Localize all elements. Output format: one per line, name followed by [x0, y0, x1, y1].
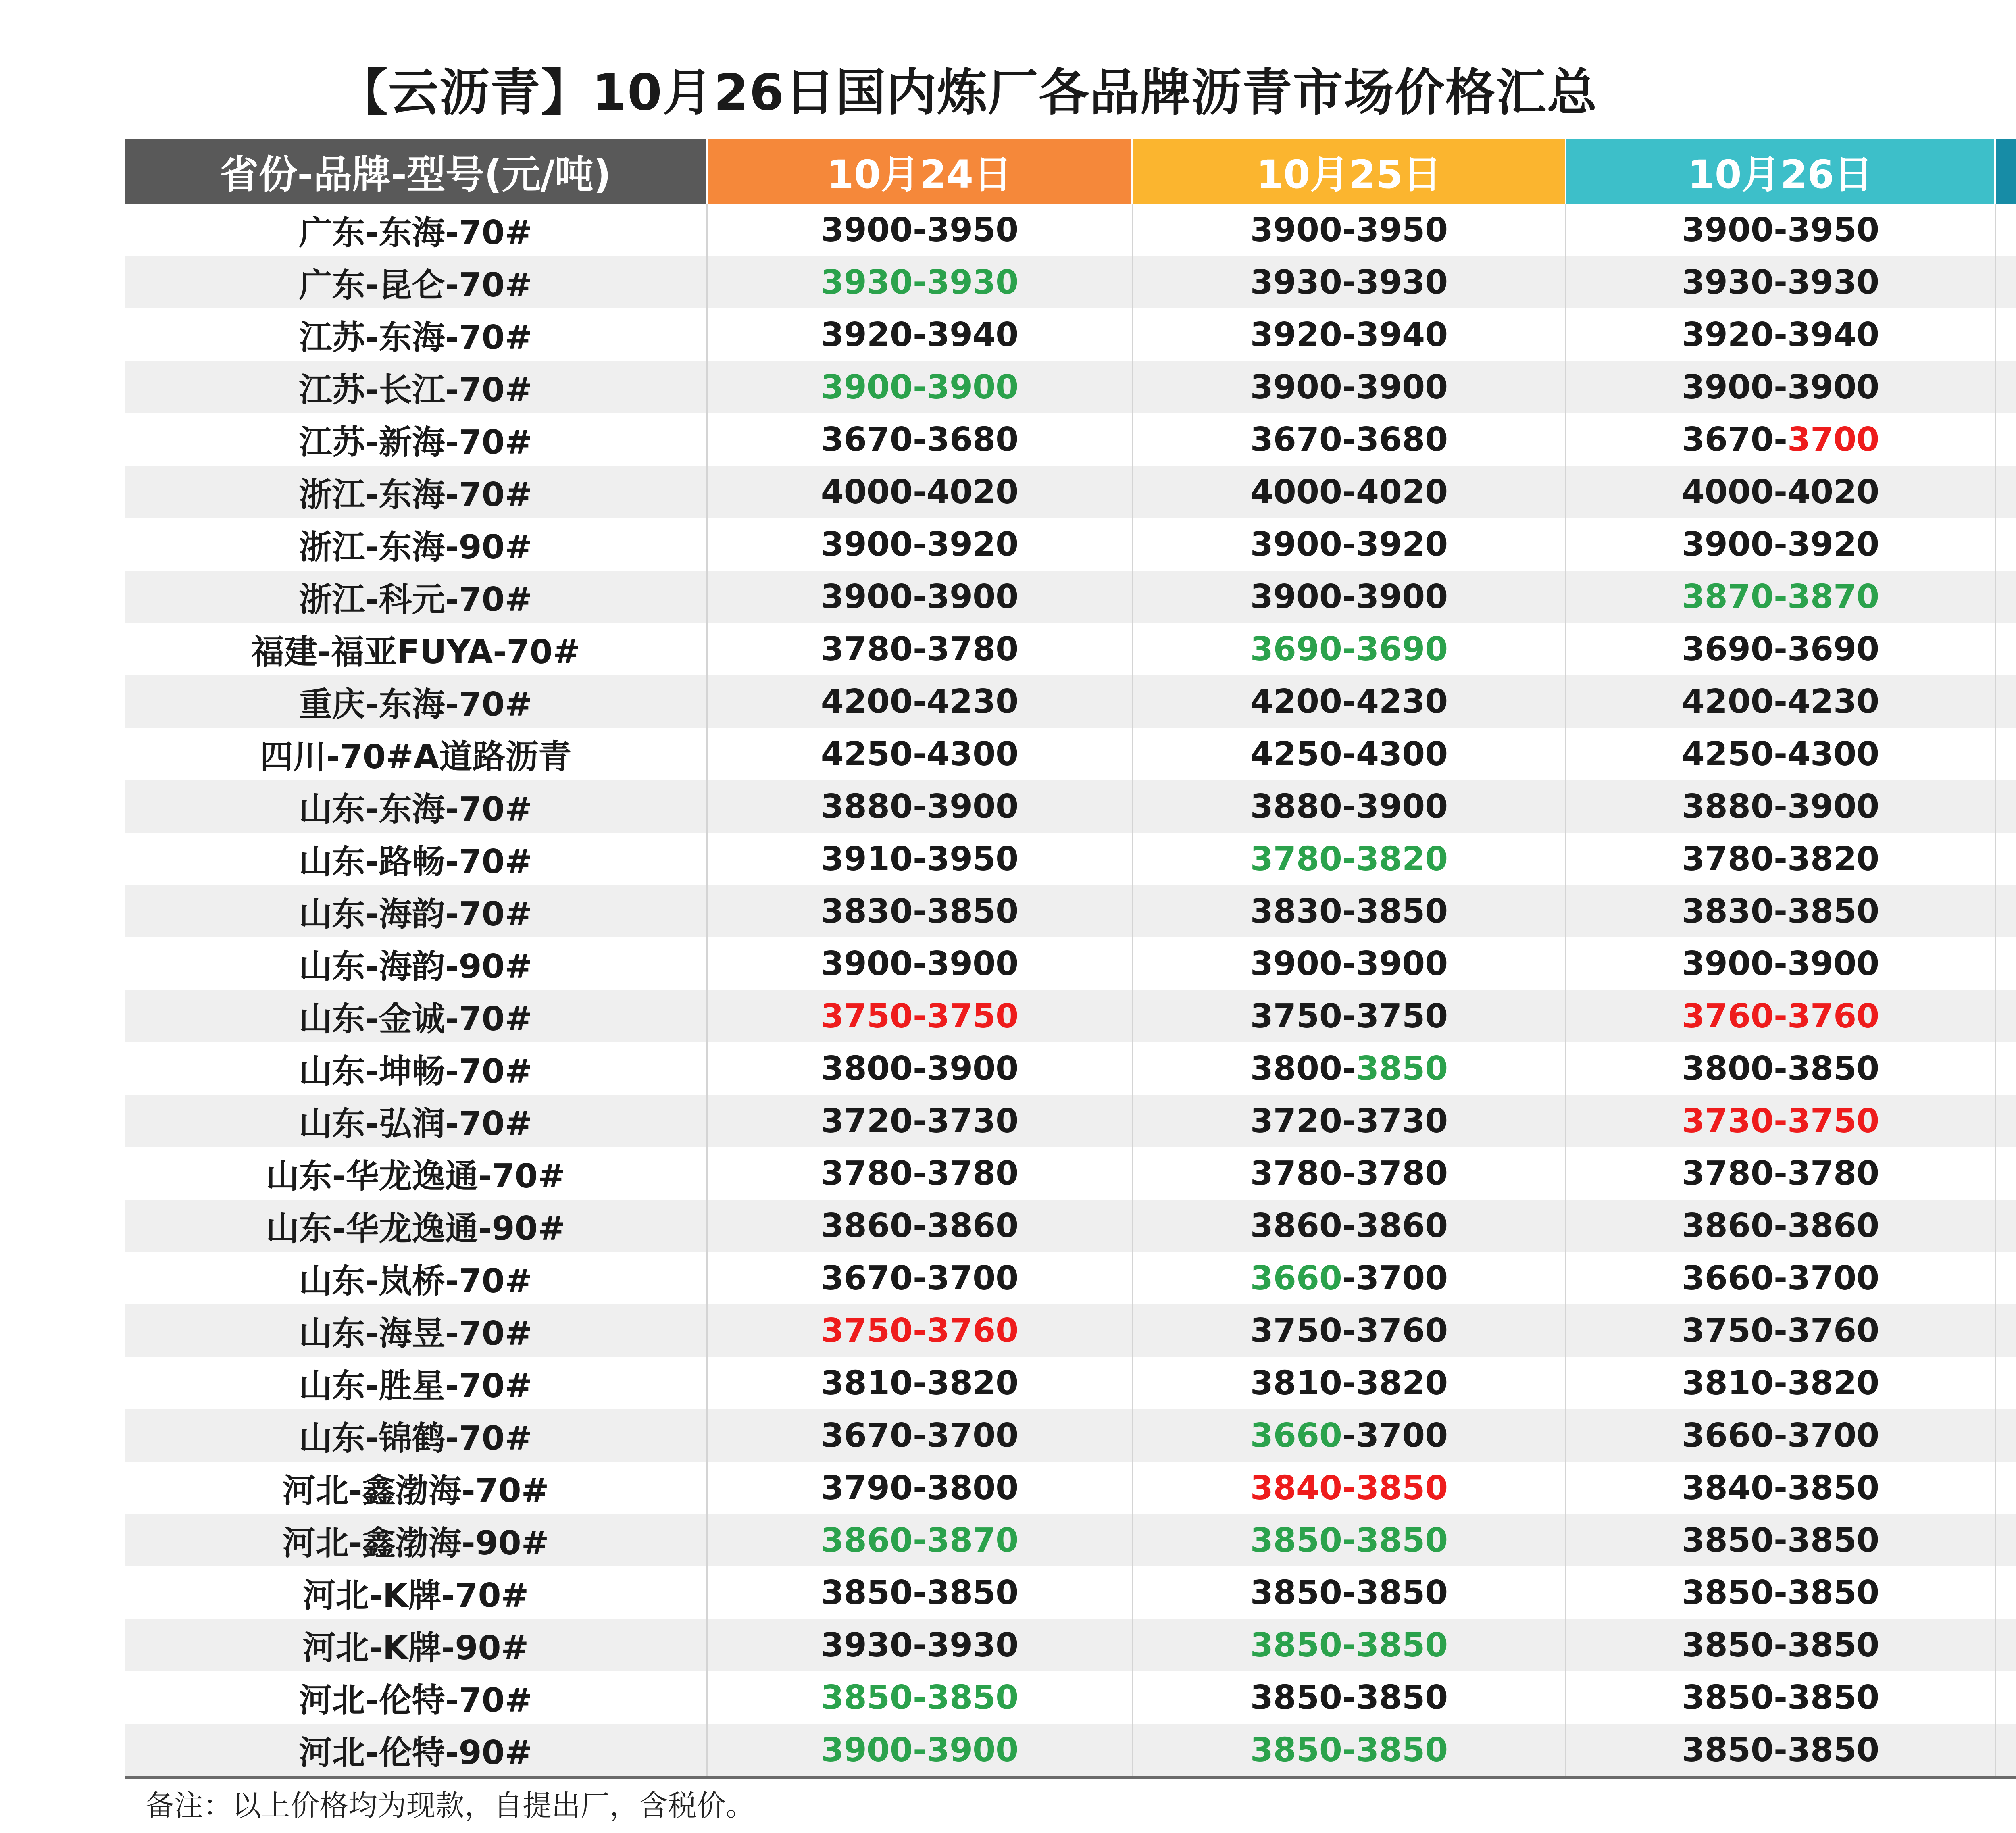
cell-product-name: 四川-70#A道路沥青 [125, 728, 708, 780]
cell-text-segment: 3850-3850 [1250, 1678, 1448, 1717]
cell-text-segment: 3830-3850 [1681, 892, 1880, 931]
cell-price-oct25 [1133, 1304, 1566, 1357]
cell-product-name: 山东-海昱-70# [125, 1304, 708, 1357]
cell-change [1996, 1304, 2016, 1357]
cell-change [1996, 518, 2016, 571]
cell-text-segment: 3880-3900 [1250, 787, 1448, 826]
cell-text-segment: 4200-4230 [1250, 682, 1448, 721]
cell-price-oct26 [1566, 518, 1996, 571]
cell-product-name: 山东-华龙逸通-90# [125, 1200, 708, 1252]
table-row [125, 1147, 2016, 1200]
cell-change [1996, 623, 2016, 675]
cell-product-name: 河北-鑫渤海-90# [125, 1514, 708, 1566]
cell-price-oct26 [1566, 728, 1996, 780]
table-row [125, 1514, 2016, 1566]
cell-product-name: 江苏-长江-70# [125, 361, 708, 413]
footnote: 备注：以上价格均为现款，自提出厂，含税价。 [145, 1789, 755, 1823]
table-row [125, 361, 2016, 413]
cell-text-segment: 3900-3900 [1681, 368, 1880, 406]
cell-price-oct24 [708, 885, 1133, 937]
cell-text-segment: 3930-3930 [1250, 263, 1448, 302]
table-row [125, 623, 2016, 675]
cell-text-segment: 3850-3850 [1250, 1521, 1448, 1560]
cell-price-oct25 [1133, 1566, 1566, 1619]
table-bottom-rule [125, 1776, 2016, 1779]
cell-product-name: 山东-弘润-70# [125, 1095, 708, 1147]
table-row [125, 571, 2016, 623]
cell-price-oct25 [1133, 571, 1566, 623]
cell-text-segment: 3850 [1356, 1049, 1448, 1088]
cell-text-segment: 3830-3850 [821, 892, 1019, 931]
cell-text-segment: 3780-3820 [1681, 839, 1880, 878]
cell-price-oct25 [1133, 833, 1566, 885]
cell-text-segment: 3900-3950 [821, 210, 1019, 249]
header-column-oct24: 10月24日 [708, 139, 1133, 204]
cell-text-segment: 3660 [1250, 1416, 1342, 1455]
cell-price-oct24 [708, 1147, 1133, 1200]
cell-price-oct26 [1566, 1566, 1996, 1619]
cell-price-oct25 [1133, 1724, 1566, 1776]
cell-price-oct26 [1566, 1304, 1996, 1357]
cell-change [1996, 204, 2016, 256]
cell-price-oct24 [708, 571, 1133, 623]
cell-text-segment: 3830-3850 [1250, 892, 1448, 931]
table-row [125, 466, 2016, 518]
cell-change [1996, 1252, 2016, 1304]
table-row [125, 1200, 2016, 1252]
cell-change [1996, 571, 2016, 623]
cell-text-segment: 3730-3750 [1681, 1102, 1880, 1140]
cell-product-name: 河北-伦特-90# [125, 1724, 708, 1776]
cell-text-segment: 3690-3690 [1250, 630, 1448, 669]
cell-text-segment: 4200-4230 [821, 682, 1019, 721]
cell-text-segment: 3900-3900 [1681, 944, 1880, 983]
cell-price-oct25 [1133, 728, 1566, 780]
cell-price-oct25 [1133, 885, 1566, 937]
cell-text-segment: 3800-3850 [1681, 1049, 1880, 1088]
cell-text-segment: 3850-3850 [1250, 1626, 1448, 1664]
cell-text-segment: 3780-3820 [1250, 839, 1448, 878]
cell-text-segment: 3750-3750 [821, 997, 1019, 1035]
cell-product-name: 重庆-东海-70# [125, 675, 708, 728]
cell-change [1996, 675, 2016, 728]
cell-text-segment: 3840-3850 [1681, 1468, 1880, 1507]
cell-price-oct24 [708, 675, 1133, 728]
cell-price-oct26 [1566, 256, 1996, 308]
cell-change [1996, 361, 2016, 413]
cell-change [1996, 1042, 2016, 1095]
cell-text-segment: 3780-3780 [821, 1154, 1019, 1193]
cell-price-oct25 [1133, 675, 1566, 728]
cell-price-oct24 [708, 1252, 1133, 1304]
cell-product-name: 浙江-东海-70# [125, 466, 708, 518]
table-row [125, 518, 2016, 571]
cell-price-oct24 [708, 1671, 1133, 1724]
cell-product-name: 山东-坤畅-70# [125, 1042, 708, 1095]
cell-price-oct24 [708, 1200, 1133, 1252]
cell-text-segment: -3700 [1342, 1416, 1448, 1455]
table-row [125, 780, 2016, 833]
header-column-name: 省份-品牌-型号(元/吨) [125, 139, 708, 204]
cell-price-oct24 [708, 1095, 1133, 1147]
table-row [125, 937, 2016, 990]
cell-price-oct26 [1566, 1514, 1996, 1566]
cell-change [1996, 308, 2016, 361]
cell-product-name: 山东-胜星-70# [125, 1357, 708, 1409]
cell-text-segment: 3860-3870 [821, 1521, 1019, 1560]
cell-price-oct24 [708, 623, 1133, 675]
cell-price-oct24 [708, 1619, 1133, 1671]
table-row [125, 833, 2016, 885]
cell-price-oct24 [708, 256, 1133, 308]
cell-price-oct24 [708, 937, 1133, 990]
cell-price-oct25 [1133, 308, 1566, 361]
cell-change [1996, 256, 2016, 308]
cell-price-oct24 [708, 1304, 1133, 1357]
cell-text-segment: 4250-4300 [821, 735, 1019, 773]
cell-change [1996, 413, 2016, 466]
cell-price-oct26 [1566, 1671, 1996, 1724]
cell-price-oct24 [708, 361, 1133, 413]
cell-price-oct25 [1133, 413, 1566, 466]
cell-price-oct25 [1133, 1409, 1566, 1462]
cell-text-segment: 3900-3900 [1250, 944, 1448, 983]
cell-price-oct26 [1566, 361, 1996, 413]
cell-text-segment: 3850-3850 [821, 1573, 1019, 1612]
cell-price-oct26 [1566, 1095, 1996, 1147]
cell-text-segment: 3780-3780 [1250, 1154, 1448, 1193]
cell-price-oct24 [708, 413, 1133, 466]
cell-text-segment: 3670-3680 [1250, 420, 1448, 459]
cell-price-oct24 [708, 308, 1133, 361]
cell-product-name: 浙江-科元-70# [125, 571, 708, 623]
cell-text-segment: 3660-3700 [1681, 1259, 1880, 1298]
cell-product-name: 山东-东海-70# [125, 780, 708, 833]
cell-product-name: 山东-华龙逸通-70# [125, 1147, 708, 1200]
cell-text-segment: 3900-3900 [821, 944, 1019, 983]
cell-text-segment: 3810-3820 [1250, 1364, 1448, 1402]
cell-text-segment: 3690-3690 [1681, 630, 1880, 669]
table-row [125, 1357, 2016, 1409]
cell-text-segment: 3780-3780 [821, 630, 1019, 669]
table-row [125, 1252, 2016, 1304]
cell-text-segment: 4200-4230 [1681, 682, 1880, 721]
cell-product-name: 山东-金诚-70# [125, 990, 708, 1042]
cell-price-oct25 [1133, 937, 1566, 990]
cell-change [1996, 1514, 2016, 1566]
cell-price-oct25 [1133, 256, 1566, 308]
cell-price-oct26 [1566, 571, 1996, 623]
cell-text-segment: 3900-3950 [1681, 210, 1880, 249]
cell-text-segment: 3660-3700 [1681, 1416, 1880, 1455]
cell-product-name: 河北-K牌-90# [125, 1619, 708, 1671]
cell-text-segment: 3900-3920 [1681, 525, 1880, 564]
cell-product-name: 山东-海韵-90# [125, 937, 708, 990]
cell-text-segment: 3750-3760 [821, 1311, 1019, 1350]
table-row [125, 1462, 2016, 1514]
cell-text-segment: 4000-4020 [1250, 473, 1448, 511]
cell-change [1996, 1357, 2016, 1409]
cell-price-oct24 [708, 1462, 1133, 1514]
cell-text-segment: 3900-3900 [821, 577, 1019, 616]
cell-price-oct26 [1566, 1462, 1996, 1514]
table-row [125, 1409, 2016, 1462]
cell-price-oct26 [1566, 466, 1996, 518]
cell-text-segment: 3900-3900 [1250, 577, 1448, 616]
cell-price-oct25 [1133, 1357, 1566, 1409]
table-row [125, 1304, 2016, 1357]
cell-change [1996, 1147, 2016, 1200]
cell-product-name: 山东-海韵-70# [125, 885, 708, 937]
cell-text-segment: -3700 [1342, 1259, 1448, 1298]
cell-price-oct24 [708, 1514, 1133, 1566]
cell-text-segment: 3750-3760 [1250, 1311, 1448, 1350]
table-header [125, 139, 2016, 204]
cell-product-name: 浙江-东海-90# [125, 518, 708, 571]
cell-price-oct25 [1133, 1042, 1566, 1095]
cell-text-segment: 3800-3900 [821, 1049, 1019, 1088]
table-row [125, 1724, 2016, 1776]
cell-product-name: 江苏-东海-70# [125, 308, 708, 361]
cell-text-segment: 3810-3820 [1681, 1364, 1880, 1402]
cell-text-segment: 3670- [1681, 420, 1788, 459]
cell-price-oct25 [1133, 1095, 1566, 1147]
cell-price-oct25 [1133, 780, 1566, 833]
cell-change [1996, 466, 2016, 518]
cell-price-oct25 [1133, 1200, 1566, 1252]
table-row [125, 1042, 2016, 1095]
cell-text-segment: 3920-3940 [1681, 315, 1880, 354]
table-row [125, 728, 2016, 780]
cell-text-segment: 3920-3940 [821, 315, 1019, 354]
cell-price-oct25 [1133, 990, 1566, 1042]
cell-product-name: 山东-岚桥-70# [125, 1252, 708, 1304]
cell-price-oct24 [708, 1566, 1133, 1619]
cell-text-segment: 3850-3850 [1250, 1573, 1448, 1612]
cell-change [1996, 1095, 2016, 1147]
table-row [125, 990, 2016, 1042]
cell-text-segment: 3750-3760 [1681, 1311, 1880, 1350]
cell-text-segment: 3900-3950 [1250, 210, 1448, 249]
cell-text-segment: 3790-3800 [821, 1468, 1019, 1507]
cell-price-oct26 [1566, 1252, 1996, 1304]
cell-change [1996, 1619, 2016, 1671]
cell-text-segment: 3930-3930 [821, 1626, 1019, 1664]
cell-price-oct25 [1133, 623, 1566, 675]
cell-change [1996, 1462, 2016, 1514]
cell-price-oct26 [1566, 990, 1996, 1042]
cell-text-segment: 3700 [1787, 420, 1880, 459]
table-row [125, 256, 2016, 308]
cell-price-oct26 [1566, 1724, 1996, 1776]
cell-product-name: 山东-锦鹤-70# [125, 1409, 708, 1462]
table-row [125, 308, 2016, 361]
cell-change [1996, 990, 2016, 1042]
cell-text-segment: 4000-4020 [1681, 473, 1880, 511]
cell-change [1996, 1724, 2016, 1776]
cell-price-oct24 [708, 466, 1133, 518]
cell-product-name: 广东-昆仑-70# [125, 256, 708, 308]
price-table [125, 139, 2016, 1779]
cell-product-name: 河北-K牌-70# [125, 1566, 708, 1619]
table-row [125, 204, 2016, 256]
cell-price-oct24 [708, 204, 1133, 256]
header-column-change [1996, 139, 2016, 204]
cell-price-oct26 [1566, 1147, 1996, 1200]
cell-text-segment: 3800- [1250, 1049, 1356, 1088]
cell-price-oct26 [1566, 1357, 1996, 1409]
cell-text-segment: 3900-3900 [821, 368, 1019, 406]
cell-change [1996, 833, 2016, 885]
cell-price-oct25 [1133, 361, 1566, 413]
table-row [125, 1619, 2016, 1671]
cell-text-segment: 4000-4020 [821, 473, 1019, 511]
cell-text-segment: 4250-4300 [1681, 735, 1880, 773]
cell-change [1996, 1671, 2016, 1724]
cell-price-oct25 [1133, 1147, 1566, 1200]
cell-price-oct25 [1133, 518, 1566, 571]
cell-text-segment: 3900-3920 [1250, 525, 1448, 564]
cell-price-oct26 [1566, 623, 1996, 675]
table-row [125, 885, 2016, 937]
cell-price-oct24 [708, 990, 1133, 1042]
cell-text-segment: 3900-3900 [1250, 368, 1448, 406]
cell-text-segment: 3880-3900 [821, 787, 1019, 826]
cell-text-segment: 3720-3730 [821, 1102, 1019, 1140]
cell-price-oct24 [708, 518, 1133, 571]
cell-text-segment: 3850-3850 [1681, 1678, 1880, 1717]
cell-text-segment: 3930-3930 [821, 263, 1019, 302]
cell-text-segment: 3850-3850 [1681, 1626, 1880, 1664]
cell-product-name: 山东-路畅-70# [125, 833, 708, 885]
header-column-oct25: 10月25日 [1133, 139, 1566, 204]
cell-price-oct25 [1133, 1619, 1566, 1671]
cell-price-oct26 [1566, 1619, 1996, 1671]
cell-text-segment: 3660 [1250, 1259, 1342, 1298]
cell-price-oct26 [1566, 937, 1996, 990]
cell-price-oct26 [1566, 1200, 1996, 1252]
cell-text-segment: 3920-3940 [1250, 315, 1448, 354]
cell-price-oct25 [1133, 1671, 1566, 1724]
cell-text-segment: 3670-3700 [821, 1416, 1019, 1455]
cell-price-oct26 [1566, 833, 1996, 885]
cell-text-segment: 3850-3850 [1681, 1731, 1880, 1769]
table-row [125, 675, 2016, 728]
cell-price-oct24 [708, 1357, 1133, 1409]
cell-text-segment: 3850-3850 [821, 1678, 1019, 1717]
cell-text-segment: 3670-3680 [821, 420, 1019, 459]
cell-text-segment: 3880-3900 [1681, 787, 1880, 826]
cell-text-segment: 3850-3850 [1681, 1521, 1880, 1560]
cell-price-oct24 [708, 780, 1133, 833]
cell-price-oct26 [1566, 1042, 1996, 1095]
cell-price-oct25 [1133, 1514, 1566, 1566]
cell-text-segment: 4250-4300 [1250, 735, 1448, 773]
cell-change [1996, 1409, 2016, 1462]
table-body [125, 204, 2016, 1776]
cell-price-oct26 [1566, 1409, 1996, 1462]
cell-price-oct25 [1133, 466, 1566, 518]
cell-change [1996, 780, 2016, 833]
cell-price-oct24 [708, 1409, 1133, 1462]
cell-price-oct26 [1566, 780, 1996, 833]
cell-text-segment: 3780-3780 [1681, 1154, 1880, 1193]
cell-product-name: 广东-东海-70# [125, 204, 708, 256]
cell-price-oct26 [1566, 885, 1996, 937]
cell-price-oct24 [708, 1724, 1133, 1776]
cell-text-segment: 3930-3930 [1681, 263, 1880, 302]
cell-text-segment: 3900-3900 [821, 1731, 1019, 1769]
table-row [125, 1671, 2016, 1724]
cell-text-segment: 3900-3920 [821, 525, 1019, 564]
header-column-oct26: 10月26日 [1566, 139, 1996, 204]
cell-price-oct25 [1133, 1462, 1566, 1514]
cell-change [1996, 1566, 2016, 1619]
table-row [125, 413, 2016, 466]
cell-text-segment: 3910-3950 [821, 839, 1019, 878]
cell-price-oct26 [1566, 675, 1996, 728]
cell-text-segment: 3750-3750 [1250, 997, 1448, 1035]
table-row [125, 1095, 2016, 1147]
cell-text-segment: 3860-3860 [1250, 1206, 1448, 1245]
cell-text-segment: 3670-3700 [821, 1259, 1019, 1298]
cell-product-name: 江苏-新海-70# [125, 413, 708, 466]
cell-price-oct24 [708, 1042, 1133, 1095]
table-row [125, 1566, 2016, 1619]
cell-price-oct26 [1566, 204, 1996, 256]
cell-text-segment: 3720-3730 [1250, 1102, 1448, 1140]
cell-text-segment: 3860-3860 [821, 1206, 1019, 1245]
cell-price-oct24 [708, 833, 1133, 885]
page-title: 【云沥青】10月26日国内炼厂各品牌沥青市场价格汇总 [337, 64, 1598, 122]
cell-price-oct24 [708, 728, 1133, 780]
cell-change [1996, 937, 2016, 990]
cell-product-name: 福建-福亚FUYA-70# [125, 623, 708, 675]
cell-price-oct26 [1566, 308, 1996, 361]
cell-text-segment: 3860-3860 [1681, 1206, 1880, 1245]
cell-change [1996, 728, 2016, 780]
cell-product-name: 河北-伦特-70# [125, 1671, 708, 1724]
cell-change [1996, 885, 2016, 937]
cell-price-oct25 [1133, 204, 1566, 256]
cell-text-segment: 3760-3760 [1681, 997, 1880, 1035]
cell-change [1996, 1200, 2016, 1252]
cell-text-segment: 3840-3850 [1250, 1468, 1448, 1507]
cell-price-oct25 [1133, 1252, 1566, 1304]
cell-text-segment: 3850-3850 [1250, 1731, 1448, 1769]
cell-text-segment: 3870-3870 [1681, 577, 1880, 616]
cell-price-oct26 [1566, 413, 1996, 466]
cell-text-segment: 3810-3820 [821, 1364, 1019, 1402]
cell-product-name: 河北-鑫渤海-70# [125, 1462, 708, 1514]
cell-text-segment: 3850-3850 [1681, 1573, 1880, 1612]
